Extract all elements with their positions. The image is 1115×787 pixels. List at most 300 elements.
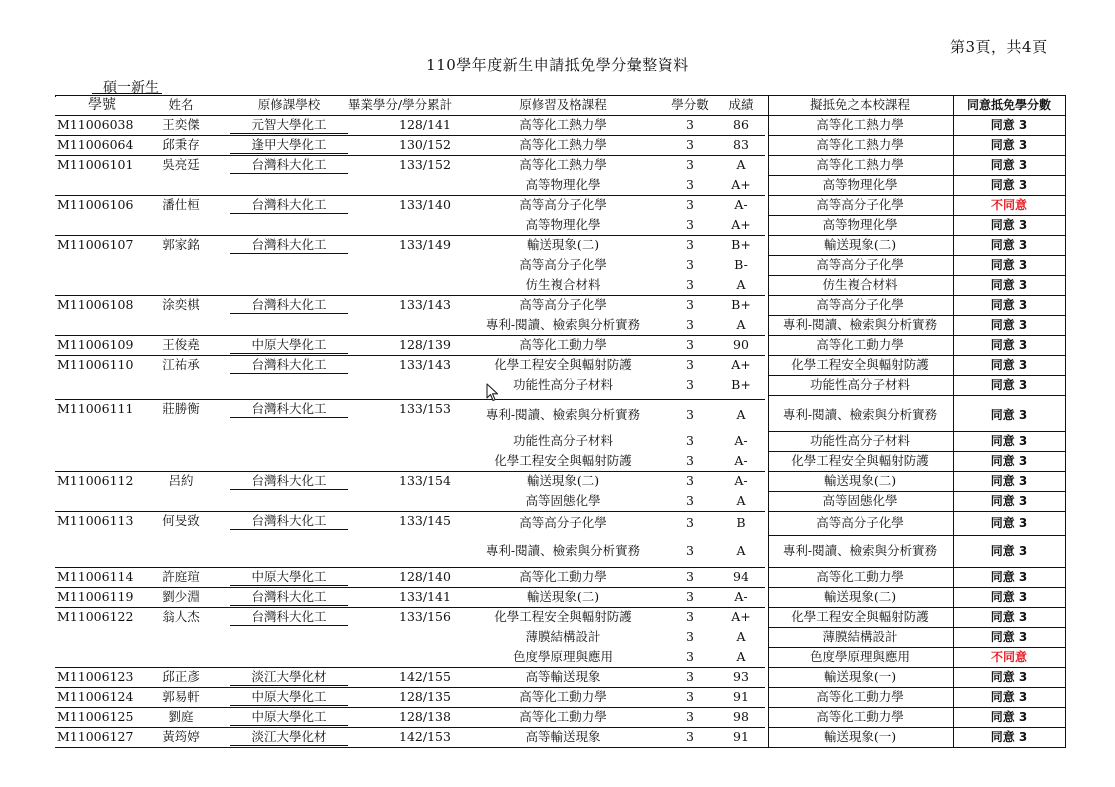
student-id: M11006119	[57, 589, 134, 604]
student-group-divider	[55, 687, 765, 688]
course-units: 3	[686, 217, 694, 232]
course-units: 3	[686, 407, 694, 422]
original-course: 色度學原理與應用	[512, 649, 613, 664]
original-course: 高等物理化學	[525, 217, 601, 232]
course-grade: A+	[731, 609, 751, 624]
course-grade: B	[736, 515, 746, 530]
school-underline	[230, 529, 348, 530]
target-course: 高等化工熱力學	[816, 137, 904, 152]
table-row	[55, 375, 1066, 395]
prior-school	[215, 315, 363, 335]
student-id: M11006038	[57, 117, 134, 132]
course-units: 3	[686, 569, 694, 584]
student-group-divider	[55, 155, 765, 156]
prior-school: 台灣科大化工	[251, 609, 327, 624]
header-grade: 成績	[728, 97, 754, 112]
prior-school: 淡江大學化材	[251, 669, 327, 684]
prior-school: 中原大學化工	[251, 569, 327, 584]
student-group-divider	[55, 727, 765, 728]
course-grade: A	[736, 157, 746, 172]
prior-school	[215, 451, 363, 471]
school-underline	[230, 489, 348, 490]
agree-status: 同意 3	[990, 710, 1028, 724]
credits-total: 133/153	[399, 401, 451, 416]
original-course: 高等化工熱力學	[519, 117, 607, 132]
prior-school	[215, 175, 363, 195]
credits-total: 133/152	[399, 157, 451, 172]
course-grade: B+	[731, 297, 751, 312]
course-grade: A+	[731, 177, 751, 192]
original-course: 專利-閱讀、檢索與分析實務	[485, 407, 641, 422]
prior-school	[215, 215, 363, 235]
prior-school	[215, 647, 363, 667]
page-indicator: 第3頁，共4頁	[950, 38, 1048, 56]
row-divider	[769, 395, 954, 396]
header-id: 學號	[88, 97, 116, 113]
table-row	[55, 155, 1066, 175]
student-name	[151, 535, 211, 567]
agree-status: 同意 3	[990, 570, 1028, 584]
prior-school: 淡江大學化材	[251, 729, 327, 744]
student-name: 呂約	[168, 473, 194, 488]
header-orig-course: 原修習及格課程	[519, 97, 607, 112]
course-grade: A	[736, 407, 746, 422]
student-id: M11006113	[57, 513, 134, 528]
credits-total	[375, 491, 475, 511]
original-course: 專利-閱讀、檢索與分析實務	[485, 543, 641, 558]
header-agree: 同意抵免學分數	[966, 98, 1051, 112]
student-id: M11006111	[57, 401, 134, 416]
table-row	[55, 115, 1066, 135]
student-id	[57, 431, 147, 451]
table-row	[55, 587, 1066, 607]
agree-status: 同意 3	[990, 610, 1028, 624]
student-id: M11006122	[57, 609, 134, 624]
student-name	[151, 275, 211, 295]
course-units: 3	[686, 137, 694, 152]
mouse-pointer-icon	[486, 383, 500, 403]
original-course: 高等高分子化學	[519, 257, 607, 272]
student-id	[57, 375, 147, 395]
student-group-divider	[55, 567, 765, 568]
school-underline	[230, 353, 348, 354]
prior-school	[215, 535, 363, 567]
credits-total: 128/138	[399, 709, 451, 724]
credits-total: 142/155	[399, 669, 451, 684]
student-name: 莊勝衡	[162, 401, 200, 416]
table-row	[55, 707, 1066, 727]
target-course: 專利-閱讀、檢索與分析實務	[782, 407, 938, 422]
original-course: 高等物理化學	[525, 177, 601, 192]
prior-school	[215, 627, 363, 647]
prior-school: 元智大學化工	[251, 117, 327, 132]
course-grade: A-	[734, 473, 748, 488]
student-name	[151, 431, 211, 451]
target-course: 專利-閱讀、檢索與分析實務	[782, 317, 938, 332]
original-course: 高等化工動力學	[519, 569, 607, 584]
student-id: M11006108	[57, 297, 134, 312]
course-grade: 86	[733, 117, 749, 132]
student-id	[57, 627, 147, 647]
credits-total: 128/141	[399, 117, 451, 132]
table-row	[55, 195, 1066, 215]
prior-school: 台灣科大化工	[251, 473, 327, 488]
school-underline	[230, 153, 348, 154]
agree-status: 同意 3	[990, 378, 1028, 392]
student-name	[151, 647, 211, 667]
credits-total	[375, 255, 475, 275]
prior-school: 台灣科大化工	[251, 237, 327, 252]
row-divider	[954, 395, 1066, 396]
original-course: 化學工程安全與輻射防護	[494, 609, 632, 624]
credits-total	[375, 175, 475, 195]
student-group-divider	[55, 235, 765, 236]
prior-school	[215, 491, 363, 511]
target-course: 化學工程安全與輻射防護	[791, 609, 929, 624]
agree-status: 同意 3	[990, 730, 1028, 744]
table-row	[55, 335, 1066, 355]
agree-status: 不同意	[990, 198, 1027, 212]
header-school: 原修課學校	[257, 97, 321, 112]
student-name: 王俊堯	[162, 337, 200, 352]
prior-school: 台灣科大化工	[251, 401, 327, 416]
student-group-divider	[55, 295, 765, 296]
target-course: 化學工程安全與輻射防護	[791, 357, 929, 372]
student-name	[151, 255, 211, 275]
course-units: 3	[686, 669, 694, 684]
course-units: 3	[686, 709, 694, 724]
header-units: 學分數	[671, 97, 709, 112]
student-name: 涂奕棋	[162, 297, 200, 312]
target-course: 高等物理化學	[822, 217, 898, 232]
credits-total: 133/143	[399, 297, 451, 312]
agree-status: 同意 3	[990, 494, 1028, 508]
agree-status: 同意 3	[990, 408, 1028, 422]
table-row	[55, 511, 1066, 535]
student-name: 吳亮廷	[162, 157, 200, 172]
student-name	[151, 375, 211, 395]
original-course: 輸送現象(二)	[526, 589, 600, 604]
student-id	[57, 491, 147, 511]
student-id	[57, 215, 147, 235]
credits-total: 133/140	[399, 197, 451, 212]
prior-school: 台灣科大化工	[251, 513, 327, 528]
student-id: M11006064	[57, 137, 134, 152]
course-units: 3	[686, 117, 694, 132]
prior-school: 台灣科大化工	[251, 197, 327, 212]
table-row	[55, 255, 1066, 275]
course-units: 3	[686, 297, 694, 312]
table-row	[55, 687, 1066, 707]
prior-school: 中原大學化工	[251, 337, 327, 352]
original-course: 仿生複合材料	[525, 277, 601, 292]
original-course: 輸送現象(二)	[526, 237, 600, 252]
section-label: 碩一新生	[103, 80, 159, 96]
agree-status: 同意 3	[990, 238, 1028, 252]
table-row	[55, 315, 1066, 335]
prior-school: 台灣科大化工	[251, 357, 327, 372]
credits-total	[375, 627, 475, 647]
student-name: 潘仕桓	[162, 197, 200, 212]
school-underline	[230, 253, 348, 254]
school-underline	[230, 685, 348, 686]
credits-total	[375, 215, 475, 235]
agree-status: 同意 3	[990, 158, 1028, 172]
student-id: M11006101	[57, 157, 134, 172]
credits-total	[375, 535, 475, 567]
course-units: 3	[686, 515, 694, 530]
student-name: 江祐承	[162, 357, 200, 372]
student-name: 邱秉存	[162, 137, 200, 152]
agree-status: 同意 3	[990, 630, 1028, 644]
original-course: 高等固態化學	[525, 493, 601, 508]
table-row	[55, 667, 1066, 687]
course-grade: 90	[733, 337, 749, 352]
student-name	[151, 451, 211, 471]
table-row	[55, 727, 1066, 747]
student-id: M11006127	[57, 729, 134, 744]
student-id	[57, 315, 147, 335]
student-name: 邱正彥	[162, 669, 200, 684]
student-name: 王奕傑	[162, 117, 200, 132]
agree-status: 同意 3	[990, 358, 1028, 372]
target-course: 高等高分子化學	[816, 515, 904, 530]
student-name: 何旻致	[162, 513, 200, 528]
course-grade: 83	[733, 137, 749, 152]
school-underline	[230, 745, 348, 746]
target-course: 高等化工動力學	[816, 689, 904, 704]
credits-total: 128/135	[399, 689, 451, 704]
course-units: 3	[686, 473, 694, 488]
course-grade: A-	[734, 589, 748, 604]
course-grade: 91	[733, 729, 749, 744]
course-grade: 93	[733, 669, 749, 684]
target-course: 色度學原理與應用	[809, 649, 910, 664]
student-name	[151, 627, 211, 647]
agree-status: 同意 3	[990, 544, 1028, 558]
original-course: 高等高分子化學	[519, 197, 607, 212]
table-row	[55, 607, 1066, 627]
agree-status: 同意 3	[990, 454, 1028, 468]
target-course: 輸送現象(一)	[823, 669, 897, 684]
original-course: 專利-閱讀、檢索與分析實務	[485, 317, 641, 332]
school-underline	[230, 725, 348, 726]
course-units: 3	[686, 629, 694, 644]
student-name	[151, 175, 211, 195]
student-name: 郭易軒	[162, 689, 200, 704]
original-course: 高等高分子化學	[519, 515, 607, 530]
target-course: 功能性高分子材料	[809, 377, 910, 392]
student-name: 郭家銘	[162, 237, 200, 252]
agree-status: 同意 3	[990, 178, 1028, 192]
target-course: 輸送現象(二)	[823, 589, 897, 604]
course-units: 3	[686, 337, 694, 352]
prior-school	[215, 431, 363, 451]
original-course: 高等化工熱力學	[519, 157, 607, 172]
student-group-divider	[55, 135, 765, 136]
agree-status: 同意 3	[990, 434, 1028, 448]
original-course: 高等化工熱力學	[519, 137, 607, 152]
agree-status: 同意 3	[990, 138, 1028, 152]
table-row	[55, 451, 1066, 471]
course-grade: B+	[731, 377, 751, 392]
credits-total	[375, 431, 475, 451]
table-row	[55, 567, 1066, 587]
credits-total: 133/145	[399, 513, 451, 528]
target-course: 化學工程安全與輻射防護	[791, 453, 929, 468]
course-grade: A	[736, 543, 746, 558]
course-units: 3	[686, 277, 694, 292]
credits-total	[375, 647, 475, 667]
course-units: 3	[686, 543, 694, 558]
table-row	[55, 647, 1066, 667]
original-course: 化學工程安全與輻射防護	[494, 357, 632, 372]
table-row	[55, 399, 1066, 431]
student-name: 許庭瑄	[162, 569, 200, 584]
agree-status: 同意 3	[990, 278, 1028, 292]
prior-school: 中原大學化工	[251, 689, 327, 704]
table-row	[55, 215, 1066, 235]
course-units: 3	[686, 729, 694, 744]
school-underline	[230, 705, 348, 706]
agree-status: 同意 3	[990, 218, 1028, 232]
prior-school: 中原大學化工	[251, 709, 327, 724]
original-course: 化學工程安全與輻射防護	[494, 453, 632, 468]
student-id	[57, 175, 147, 195]
course-grade: A	[736, 649, 746, 664]
target-course: 高等化工熱力學	[816, 117, 904, 132]
agree-status: 同意 3	[990, 690, 1028, 704]
original-course: 高等化工動力學	[519, 337, 607, 352]
prior-school: 台灣科大化工	[251, 157, 327, 172]
student-group-divider	[55, 471, 765, 472]
course-units: 3	[686, 157, 694, 172]
course-units: 3	[686, 609, 694, 624]
original-course: 功能性高分子材料	[512, 433, 613, 448]
student-id: M11006124	[57, 689, 134, 704]
target-course: 仿生複合材料	[822, 277, 898, 292]
credits-total	[375, 375, 475, 395]
credits-total: 133/156	[399, 609, 451, 624]
target-course: 高等高分子化學	[816, 257, 904, 272]
target-course: 輸送現象(一)	[823, 729, 897, 744]
course-units: 3	[686, 649, 694, 664]
credits-total: 128/140	[399, 569, 451, 584]
credits-total	[375, 451, 475, 471]
header-name: 姓名	[168, 97, 194, 112]
course-grade: A+	[731, 217, 751, 232]
target-course: 輸送現象(二)	[823, 237, 897, 252]
original-course: 高等輸送現象	[525, 669, 601, 684]
header-target-course: 擬抵免之本校課程	[809, 97, 910, 112]
table-row	[55, 627, 1066, 647]
prior-school: 台灣科大化工	[251, 297, 327, 312]
student-name: 黃筠婷	[162, 729, 200, 744]
target-course: 輸送現象(二)	[823, 473, 897, 488]
target-course: 高等物理化學	[822, 177, 898, 192]
agree-status: 同意 3	[990, 338, 1028, 352]
agree-status: 同意 3	[990, 298, 1028, 312]
original-course: 高等化工動力學	[519, 709, 607, 724]
course-grade: 91	[733, 689, 749, 704]
school-underline	[230, 373, 348, 374]
student-id: M11006112	[57, 473, 134, 488]
prior-school: 逢甲大學化工	[251, 137, 327, 152]
table-row	[55, 355, 1066, 375]
original-course: 高等輸送現象	[525, 729, 601, 744]
agree-status: 同意 3	[990, 258, 1028, 272]
school-underline	[230, 585, 348, 586]
school-underline	[230, 417, 348, 418]
original-course: 薄膜結構設計	[525, 629, 601, 644]
student-group-divider	[55, 335, 765, 336]
course-units: 3	[686, 357, 694, 372]
target-course: 高等高分子化學	[816, 197, 904, 212]
table-row	[55, 275, 1066, 295]
agree-status: 同意 3	[990, 118, 1028, 132]
target-course: 功能性高分子材料	[809, 433, 910, 448]
course-grade: A-	[734, 197, 748, 212]
course-grade: 98	[733, 709, 749, 724]
student-name: 翁人杰	[162, 609, 200, 624]
target-course: 高等高分子化學	[816, 297, 904, 312]
student-group-divider	[55, 707, 765, 708]
course-grade: A	[736, 629, 746, 644]
course-grade: B+	[731, 237, 751, 252]
target-course: 薄膜結構設計	[822, 629, 898, 644]
course-grade: A	[736, 493, 746, 508]
student-group-divider	[55, 587, 765, 588]
target-course: 高等化工熱力學	[816, 157, 904, 172]
table-row	[55, 491, 1066, 511]
student-name	[151, 491, 211, 511]
course-grade: A+	[731, 357, 751, 372]
student-id	[57, 535, 147, 567]
student-group-divider	[55, 399, 765, 400]
course-grade: B-	[734, 257, 748, 272]
document-title: 110學年度新生申請抵免學分彙整資料	[426, 56, 689, 74]
student-group-divider	[55, 607, 765, 608]
credits-total: 133/143	[399, 357, 451, 372]
student-id	[57, 451, 147, 471]
agree-status: 同意 3	[990, 590, 1028, 604]
student-id: M11006123	[57, 669, 134, 684]
course-units: 3	[686, 257, 694, 272]
target-course: 高等固態化學	[822, 493, 898, 508]
credits-total: 128/139	[399, 337, 451, 352]
student-group-divider	[55, 511, 765, 512]
course-grade: A-	[734, 453, 748, 468]
student-id	[57, 275, 147, 295]
prior-school	[215, 275, 363, 295]
student-id: M11006109	[57, 337, 134, 352]
course-units: 3	[686, 237, 694, 252]
school-underline	[230, 133, 348, 134]
original-course: 高等化工動力學	[519, 689, 607, 704]
target-course: 高等化工動力學	[816, 569, 904, 584]
credits-total: 130/152	[399, 137, 451, 152]
agree-status: 同意 3	[990, 516, 1028, 530]
course-units: 3	[686, 197, 694, 212]
student-id: M11006125	[57, 709, 134, 724]
credits-total: 133/141	[399, 589, 451, 604]
course-grade: A-	[734, 433, 748, 448]
credits-total: 142/153	[399, 729, 451, 744]
credits-total	[375, 275, 475, 295]
credit-waiver-table	[55, 95, 1066, 747]
agree-status: 同意 3	[990, 318, 1028, 332]
school-underline	[230, 213, 348, 214]
